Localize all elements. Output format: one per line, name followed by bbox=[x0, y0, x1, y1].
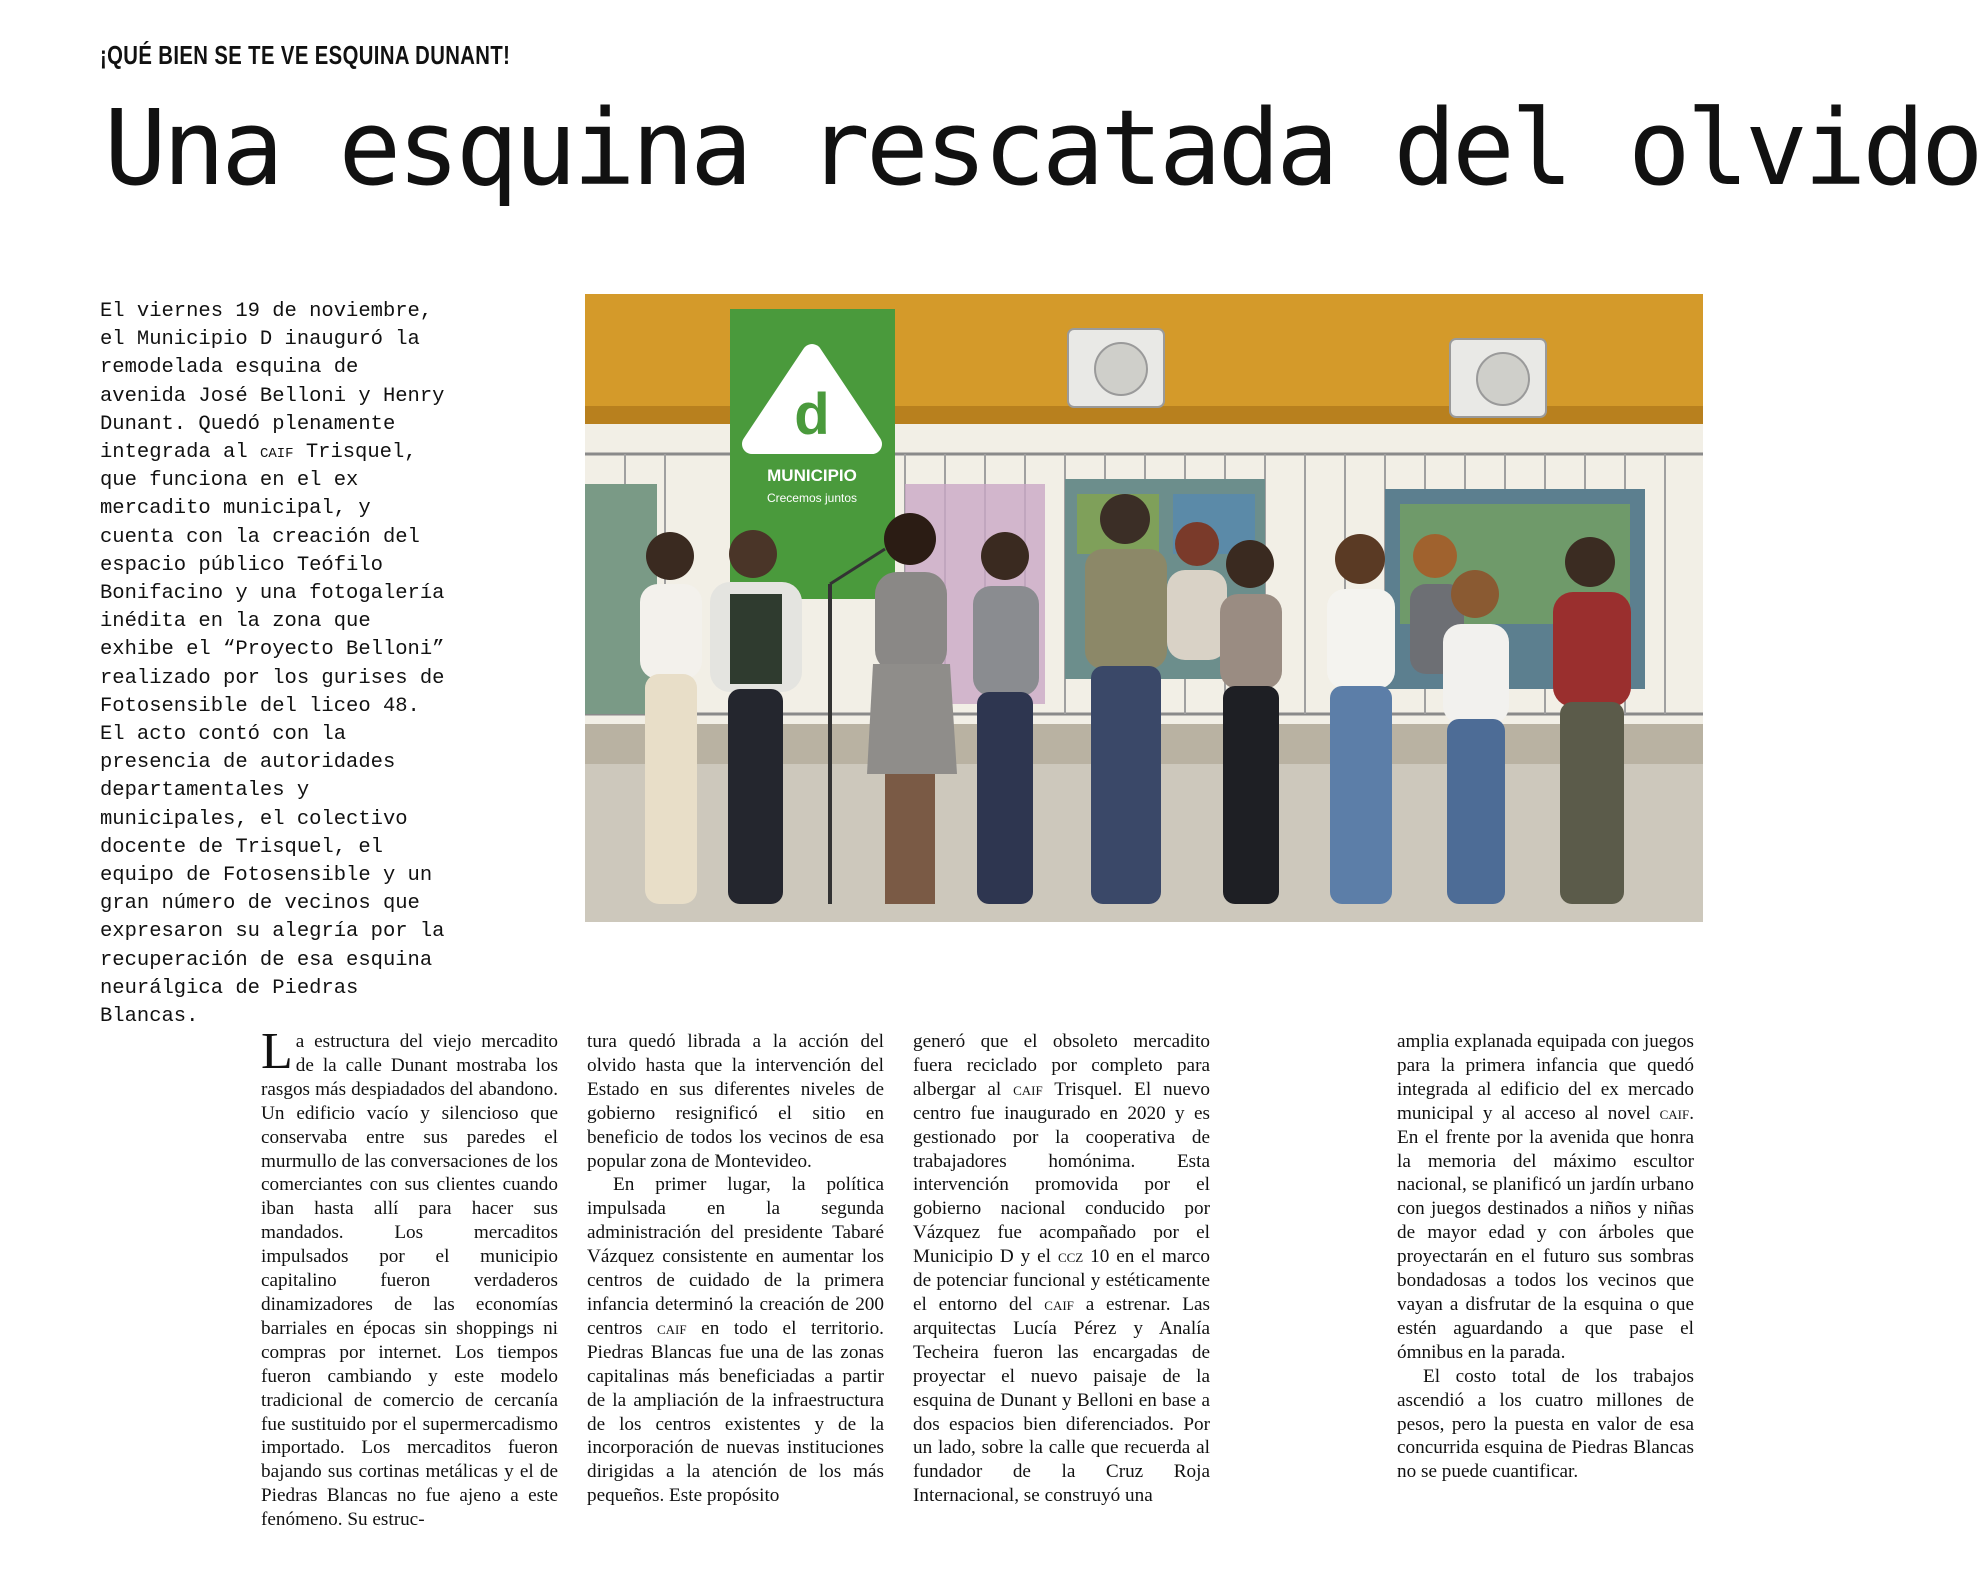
column-3-text-d: a estrenar. Las arquitectas Lucía Pérez y Analía Techeira fueron las encargadas de proyectar el nuevo paisaje de la esquina de Dunant y Belloni en base a dos espacios bien diferenciados. Por un lado, sobre la calle que recuerda al fundador de la Cruz Roja Internacional, se construyó una bbox=[913, 1293, 1210, 1507]
banner-letter: d bbox=[794, 382, 830, 447]
lead-text-1: El viernes 19 de noviembre, el Municipio D inauguró la remodelada esquina de avenida José Belloni y Henry Dunant. Quedó plenamente integrada al bbox=[100, 300, 445, 465]
dropcap: L bbox=[261, 1023, 293, 1080]
column-4-text-a: amplia explanada equipada con juegos para la primera infancia que quedó integrada al edificio del ex mercado municipal y al acceso al novel bbox=[1397, 1031, 1694, 1124]
caif-abbr: caif bbox=[1013, 1078, 1043, 1100]
column-4-text-b: . En el frente por la avenida que honra la memoria del máximo escultor nacional, se planificó un jardín urbano con juegos destinados a niños y niñas de mayor edad y con árboles que proyectarán en el futuro sus sombras bondadosas a todos los vecinos que vayan a disfrutar de la esquina o que estén aguardando a que pase el ómnibus en la parada. bbox=[1397, 1102, 1694, 1363]
caif-abbr: caif bbox=[1044, 1293, 1074, 1315]
column-2-text-a: En primer lugar, la política impulsada en la segunda administración del presidente Tabaré Vázquez consistente en aumentar los centros de cuidado de la primera infancia determinó la creación de 200 centros bbox=[587, 1174, 884, 1339]
article-column-3 bbox=[913, 1030, 1210, 1508]
column-3-text-b: Trisquel. El nuevo centro fue inaugurado en 2020 y es gestionado por la cooperativa de trabajadores homónima. Esta intervención promovida por el gobierno nacional conducido por Vázquez fue acompañado por el Municipio D y el bbox=[913, 1078, 1210, 1268]
column-1-text: a estructura del viejo mercadito de la calle Dunant mostraba los rasgos más despiadados del abandono. Un edificio vacío y silencioso que conservaba entre sus paredes el murmullo de las conversaciones de los comerciantes con sus clientes cuando iban hasta allí para hacer sus mandados. Los mercaditos impulsados por el municipio capitalino fueron verdaderos dinamizadores de las economías barriales en épocas sin shoppings ni compras por internet. Los tiempos fueron cambiando y este modelo tradicional de comercio de cercanía fue sustituido por el supermercadismo importado. Los mercaditos fueron bajando sus cortinas metálicas y el de Piedras Blancas no fue ajeno a este fenómeno. Su estruc- bbox=[261, 1031, 558, 1531]
column-2-paragraph-1: tura quedó librada a la acción del olvido hasta que la intervención del Estado en sus diferentes niveles de gobierno resignificó el sitio en beneficio de todos los vecinos de esa popular zona de Montevideo. bbox=[587, 1031, 884, 1172]
column-3-text-a: generó que el obsoleto mercadito fuera reciclado por completo para albergar al bbox=[913, 1031, 1210, 1100]
event-photo bbox=[585, 294, 1703, 922]
column-4-paragraph-2: El costo total de los trabajos ascendió a los cuatro millones de pesos, pero la puesta en valor de esa concurrida esquina de Piedras Blancas no se puede cuantificar. bbox=[1397, 1365, 1694, 1483]
column-3-text-c: 10 en el marco de potenciar funcional y estéticamente el entorno del bbox=[913, 1246, 1210, 1315]
ccz-abbr: ccz bbox=[1057, 1246, 1084, 1268]
caif-abbr: caif bbox=[656, 1317, 687, 1339]
caif-abbr: caif bbox=[1659, 1102, 1690, 1124]
lead-text-2: Trisquel, que funciona en el ex mercadito municipal, y cuenta con la creación del espacio público Teófilo Bonifacino y una fotogalería inédita en la zona que exhibe el “Proyecto Belloni” realizado por los gurises de Fotosensible del liceo 48. El acto contó con la presencia de autoridades departamentales y municipales, el colectivo docente de Trisquel, el equipo de Fotosensible y un gran número de vecinos que expresaron su alegría por la recuperación de esa esquina neurálgica de Piedras Blancas. bbox=[100, 441, 445, 1029]
article-headline: Una esquina rescatada del olvido bbox=[104, 87, 1980, 209]
banner-title: MUNICIPIO bbox=[767, 466, 857, 485]
banner-subtitle: Crecemos juntos bbox=[766, 491, 858, 505]
section-kicker: ¡QUÉ BIEN SE TE VE ESQUINA DUNANT! bbox=[100, 40, 511, 70]
article-column-1 bbox=[261, 1023, 558, 1532]
caif-abbr: caif bbox=[259, 441, 294, 465]
lead-paragraph bbox=[100, 298, 445, 1031]
article-column-2 bbox=[587, 1030, 884, 1508]
article-column-4 bbox=[1397, 1030, 1694, 1484]
column-2-text-b: en todo el territorio. Piedras Blancas fue una de las zonas capitalinas más beneficiadas a partir de la ampliación de la infraestructura de los centros existentes y de la incorporación de nuevas instituciones dirigidas a la atención de los más pequeños. Este propósito bbox=[587, 1317, 884, 1507]
column-2-paragraph-2 bbox=[587, 1173, 884, 1508]
